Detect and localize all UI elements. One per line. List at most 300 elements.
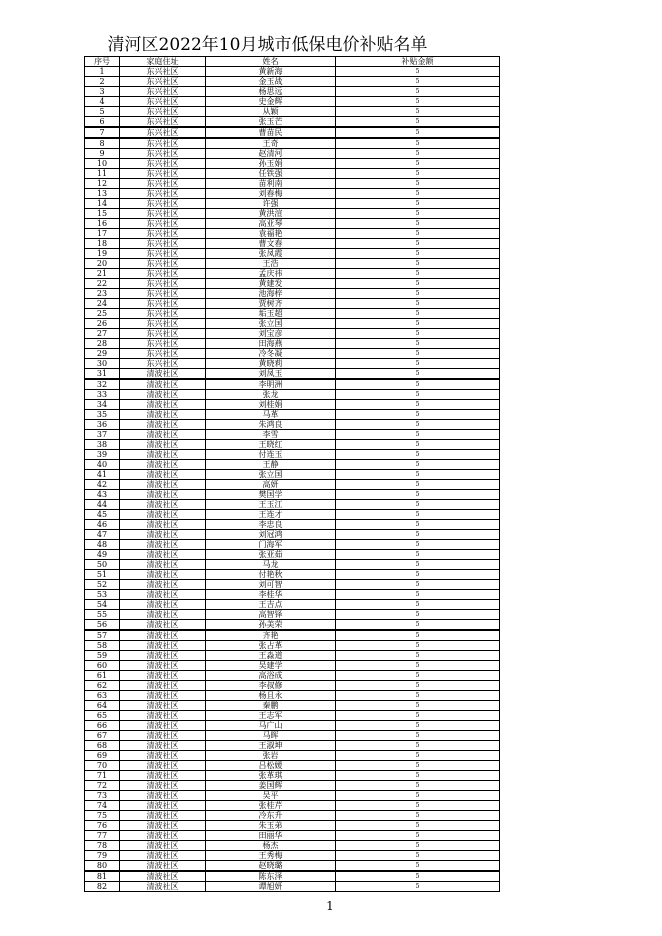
table-row	[85, 209, 500, 219]
row-name: 孙美荣	[206, 620, 336, 631]
table-row	[85, 731, 500, 741]
row-amount: 5	[336, 159, 500, 169]
row-index: 37	[85, 430, 120, 440]
row-name: 张桂芹	[206, 801, 336, 811]
row-name: 王浩	[206, 259, 336, 269]
row-index: 38	[85, 440, 120, 450]
row-address: 清波社区	[120, 871, 206, 882]
row-amount: 5	[336, 671, 500, 681]
table-row	[85, 420, 500, 430]
row-address: 清波社区	[120, 600, 206, 610]
row-amount: 5	[336, 490, 500, 500]
row-name: 黄新海	[206, 67, 336, 77]
row-address: 清波社区	[120, 841, 206, 851]
row-address: 清波社区	[120, 681, 206, 691]
row-name: 曹文春	[206, 239, 336, 249]
row-amount: 5	[336, 309, 500, 319]
row-index: 64	[85, 701, 120, 711]
row-address: 东兴社区	[120, 77, 206, 87]
row-address: 东兴社区	[120, 159, 206, 169]
row-name: 刘春梅	[206, 189, 336, 199]
row-amount: 5	[336, 279, 500, 289]
row-name: 吕松媛	[206, 761, 336, 771]
row-index: 72	[85, 781, 120, 791]
row-name: 李明洲	[206, 379, 336, 390]
table-row	[85, 530, 500, 540]
row-name: 许强	[206, 199, 336, 209]
row-amount: 5	[336, 97, 500, 107]
row-index: 45	[85, 510, 120, 520]
row-amount: 5	[336, 851, 500, 861]
row-amount: 5	[336, 620, 500, 631]
row-index: 61	[85, 671, 120, 681]
table-row	[85, 410, 500, 420]
row-name: 刘可智	[206, 580, 336, 590]
row-address: 东兴社区	[120, 199, 206, 209]
row-address: 东兴社区	[120, 219, 206, 229]
row-amount: 5	[336, 460, 500, 470]
row-index: 4	[85, 97, 120, 107]
table-row	[85, 620, 500, 631]
row-index: 27	[85, 329, 120, 339]
row-amount: 5	[336, 219, 500, 229]
table-row	[85, 741, 500, 751]
row-name: 张立国	[206, 319, 336, 329]
row-address: 清波社区	[120, 410, 206, 420]
table-row	[85, 249, 500, 259]
row-index: 62	[85, 681, 120, 691]
table-row	[85, 440, 500, 450]
table-row	[85, 229, 500, 239]
row-name: 王静	[206, 460, 336, 470]
row-index: 44	[85, 500, 120, 510]
row-index: 71	[85, 771, 120, 781]
table-row	[85, 801, 500, 811]
row-address: 清波社区	[120, 400, 206, 410]
row-name: 王玉江	[206, 500, 336, 510]
table-row	[85, 169, 500, 179]
table-row	[85, 87, 500, 97]
row-amount: 5	[336, 781, 500, 791]
table-row	[85, 430, 500, 440]
table-row	[85, 67, 500, 77]
row-amount: 5	[336, 369, 500, 380]
row-address: 清波社区	[120, 671, 206, 681]
row-address: 东兴社区	[120, 269, 206, 279]
row-address: 清波社区	[120, 620, 206, 631]
row-name: 王秀梅	[206, 851, 336, 861]
row-index: 65	[85, 711, 120, 721]
row-name: 李忠良	[206, 520, 336, 530]
row-name: 刘桂娟	[206, 400, 336, 410]
table-row	[85, 610, 500, 620]
row-name: 杨且永	[206, 691, 336, 701]
row-name: 曹苗民	[206, 127, 336, 138]
row-name: 张占革	[206, 641, 336, 651]
row-address: 清波社区	[120, 490, 206, 500]
row-index: 50	[85, 560, 120, 570]
table-row	[85, 590, 500, 600]
row-index: 48	[85, 540, 120, 550]
row-amount: 5	[336, 390, 500, 400]
row-amount: 5	[336, 530, 500, 540]
row-amount: 5	[336, 610, 500, 620]
row-amount: 5	[336, 239, 500, 249]
row-name: 金玉战	[206, 77, 336, 87]
row-address: 东兴社区	[120, 349, 206, 359]
row-amount: 5	[336, 651, 500, 661]
row-name: 池海梓	[206, 289, 336, 299]
row-address: 清波社区	[120, 701, 206, 711]
row-index: 52	[85, 580, 120, 590]
row-index: 22	[85, 279, 120, 289]
table-row	[85, 751, 500, 761]
row-index: 79	[85, 851, 120, 861]
row-address: 东兴社区	[120, 169, 206, 179]
row-index: 40	[85, 460, 120, 470]
table-row	[85, 390, 500, 400]
table-row	[85, 882, 500, 892]
row-address: 东兴社区	[120, 309, 206, 319]
row-index: 23	[85, 289, 120, 299]
row-amount: 5	[336, 751, 500, 761]
table-row	[85, 681, 500, 691]
row-address: 东兴社区	[120, 127, 206, 138]
row-address: 东兴社区	[120, 107, 206, 117]
table-row	[85, 349, 500, 359]
row-address: 清波社区	[120, 580, 206, 590]
row-name: 冷冬凝	[206, 349, 336, 359]
row-index: 60	[85, 661, 120, 671]
row-name: 高智铎	[206, 610, 336, 620]
table-row	[85, 550, 500, 560]
row-index: 58	[85, 641, 120, 651]
table-row	[85, 189, 500, 199]
header-index: 序号	[85, 57, 120, 67]
row-name: 黄晓莉	[206, 359, 336, 369]
row-name: 王吉点	[206, 600, 336, 610]
table-row	[85, 319, 500, 329]
row-address: 清波社区	[120, 440, 206, 450]
row-index: 68	[85, 741, 120, 751]
row-amount: 5	[336, 480, 500, 490]
row-address: 清波社区	[120, 851, 206, 861]
row-address: 清波社区	[120, 831, 206, 841]
row-address: 东兴社区	[120, 209, 206, 219]
row-address: 清波社区	[120, 761, 206, 771]
row-amount: 5	[336, 189, 500, 199]
table-row	[85, 269, 500, 279]
table-row	[85, 540, 500, 550]
table-row	[85, 520, 500, 530]
row-amount: 5	[336, 329, 500, 339]
row-index: 18	[85, 239, 120, 249]
row-name: 马晖	[206, 731, 336, 741]
header-amount: 补贴金额	[336, 57, 500, 67]
row-address: 东兴社区	[120, 67, 206, 77]
row-index: 33	[85, 390, 120, 400]
table-row	[85, 691, 500, 701]
row-index: 28	[85, 339, 120, 349]
row-name: 李雪	[206, 430, 336, 440]
row-index: 25	[85, 309, 120, 319]
row-address: 清波社区	[120, 500, 206, 510]
row-name: 秦鹏	[206, 701, 336, 711]
table-row	[85, 861, 500, 872]
table-row	[85, 500, 500, 510]
row-amount: 5	[336, 560, 500, 570]
row-index: 69	[85, 751, 120, 761]
row-index: 49	[85, 550, 120, 560]
row-name: 吴建学	[206, 661, 336, 671]
row-index: 78	[85, 841, 120, 851]
header-row	[85, 57, 500, 67]
row-address: 东兴社区	[120, 97, 206, 107]
row-name: 王连才	[206, 510, 336, 520]
row-address: 清波社区	[120, 801, 206, 811]
table-row	[85, 400, 500, 410]
row-amount: 5	[336, 359, 500, 369]
row-amount: 5	[336, 661, 500, 671]
row-index: 10	[85, 159, 120, 169]
row-amount: 5	[336, 117, 500, 128]
row-address: 清波社区	[120, 771, 206, 781]
row-index: 3	[85, 87, 120, 97]
row-address: 清波社区	[120, 791, 206, 801]
row-address: 清波社区	[120, 882, 206, 892]
row-name: 贾树齐	[206, 299, 336, 309]
row-address: 清波社区	[120, 731, 206, 741]
row-index: 41	[85, 470, 120, 480]
row-address: 清波社区	[120, 430, 206, 440]
row-index: 56	[85, 620, 120, 631]
table-row	[85, 671, 500, 681]
row-address: 清波社区	[120, 751, 206, 761]
row-name: 朱鸿良	[206, 420, 336, 430]
row-index: 67	[85, 731, 120, 741]
row-name: 张龙	[206, 390, 336, 400]
row-index: 30	[85, 359, 120, 369]
row-address: 清波社区	[120, 721, 206, 731]
table-row	[85, 771, 500, 781]
table-row	[85, 117, 500, 128]
row-address: 清波社区	[120, 630, 206, 641]
row-amount: 5	[336, 580, 500, 590]
row-amount: 5	[336, 440, 500, 450]
table-row	[85, 871, 500, 882]
row-address: 清波社区	[120, 450, 206, 460]
row-amount: 5	[336, 510, 500, 520]
row-amount: 5	[336, 450, 500, 460]
table-row	[85, 661, 500, 671]
row-index: 2	[85, 77, 120, 87]
table-row	[85, 379, 500, 390]
table-row	[85, 851, 500, 861]
row-name: 樊国学	[206, 490, 336, 500]
table-row	[85, 179, 500, 189]
row-name: 付艳秋	[206, 570, 336, 580]
row-address: 清波社区	[120, 661, 206, 671]
row-amount: 5	[336, 289, 500, 299]
row-index: 77	[85, 831, 120, 841]
table-row	[85, 791, 500, 801]
row-name: 付连玉	[206, 450, 336, 460]
table-row	[85, 721, 500, 731]
row-address: 东兴社区	[120, 138, 206, 149]
row-index: 31	[85, 369, 120, 380]
row-amount: 5	[336, 771, 500, 781]
row-name: 李桂华	[206, 590, 336, 600]
row-index: 15	[85, 209, 120, 219]
row-amount: 5	[336, 791, 500, 801]
row-address: 清波社区	[120, 470, 206, 480]
row-index: 9	[85, 149, 120, 159]
table-row	[85, 641, 500, 651]
row-amount: 5	[336, 701, 500, 711]
row-index: 35	[85, 410, 120, 420]
row-index: 16	[85, 219, 120, 229]
row-address: 东兴社区	[120, 117, 206, 128]
row-address: 清波社区	[120, 651, 206, 661]
table-row	[85, 127, 500, 138]
row-name: 张立国	[206, 470, 336, 480]
row-address: 清波社区	[120, 540, 206, 550]
row-index: 66	[85, 721, 120, 731]
document-title: 清河区2022年10月城市低保电价补贴名单	[107, 35, 428, 55]
row-address: 清波社区	[120, 821, 206, 831]
row-name: 谭旭妍	[206, 882, 336, 892]
row-address: 东兴社区	[120, 339, 206, 349]
row-amount: 5	[336, 107, 500, 117]
table-row	[85, 580, 500, 590]
row-amount: 5	[336, 179, 500, 189]
row-name: 马龙	[206, 560, 336, 570]
table-row	[85, 339, 500, 349]
table-row	[85, 97, 500, 107]
row-name: 赵清河	[206, 149, 336, 159]
table-row	[85, 259, 500, 269]
row-index: 63	[85, 691, 120, 701]
row-index: 14	[85, 199, 120, 209]
row-name: 王志军	[206, 711, 336, 721]
row-amount: 5	[336, 229, 500, 239]
row-amount: 5	[336, 681, 500, 691]
row-amount: 5	[336, 871, 500, 882]
row-name: 黄洪渲	[206, 209, 336, 219]
row-address: 东兴社区	[120, 229, 206, 239]
row-amount: 5	[336, 169, 500, 179]
row-address: 清波社区	[120, 550, 206, 560]
row-index: 51	[85, 570, 120, 580]
header-address: 家庭住址	[120, 57, 206, 67]
row-name: 门海军	[206, 540, 336, 550]
table-row	[85, 450, 500, 460]
row-index: 1	[85, 67, 120, 77]
row-amount: 5	[336, 630, 500, 641]
row-name: 刘冠鸿	[206, 530, 336, 540]
table-body	[85, 67, 500, 892]
row-address: 东兴社区	[120, 259, 206, 269]
row-amount: 5	[336, 87, 500, 97]
row-address: 东兴社区	[120, 279, 206, 289]
table-row	[85, 761, 500, 771]
row-amount: 5	[336, 249, 500, 259]
row-address: 清波社区	[120, 480, 206, 490]
row-address: 东兴社区	[120, 87, 206, 97]
row-amount: 5	[336, 540, 500, 550]
table-row	[85, 138, 500, 149]
row-index: 75	[85, 811, 120, 821]
row-name: 田海燕	[206, 339, 336, 349]
row-address: 清波社区	[120, 610, 206, 620]
row-address: 东兴社区	[120, 239, 206, 249]
row-name: 高妍	[206, 480, 336, 490]
row-amount: 5	[336, 691, 500, 701]
row-amount: 5	[336, 600, 500, 610]
row-name: 杨杰	[206, 841, 336, 851]
table-row	[85, 159, 500, 169]
row-amount: 5	[336, 209, 500, 219]
row-index: 74	[85, 801, 120, 811]
row-index: 26	[85, 319, 120, 329]
row-index: 46	[85, 520, 120, 530]
row-amount: 5	[336, 741, 500, 751]
row-address: 东兴社区	[120, 149, 206, 159]
row-name: 孙玉娟	[206, 159, 336, 169]
row-index: 76	[85, 821, 120, 831]
row-address: 清波社区	[120, 379, 206, 390]
row-index: 6	[85, 117, 120, 128]
row-amount: 5	[336, 67, 500, 77]
row-index: 11	[85, 169, 120, 179]
row-amount: 5	[336, 349, 500, 359]
table-row	[85, 239, 500, 249]
row-amount: 5	[336, 430, 500, 440]
row-name: 张革琪	[206, 771, 336, 781]
row-index: 42	[85, 480, 120, 490]
row-amount: 5	[336, 761, 500, 771]
row-name: 王晓红	[206, 440, 336, 450]
table-row	[85, 329, 500, 339]
row-amount: 5	[336, 339, 500, 349]
row-amount: 5	[336, 831, 500, 841]
row-name: 张玉芒	[206, 117, 336, 128]
row-address: 东兴社区	[120, 189, 206, 199]
row-name: 田丽华	[206, 831, 336, 841]
table-row	[85, 480, 500, 490]
row-amount: 5	[336, 138, 500, 149]
table-row	[85, 77, 500, 87]
row-amount: 5	[336, 400, 500, 410]
row-address: 东兴社区	[120, 299, 206, 309]
row-index: 34	[85, 400, 120, 410]
table-row	[85, 289, 500, 299]
row-amount: 5	[336, 811, 500, 821]
row-name: 张凤霞	[206, 249, 336, 259]
row-index: 80	[85, 861, 120, 872]
row-address: 清波社区	[120, 570, 206, 580]
row-amount: 5	[336, 821, 500, 831]
row-address: 东兴社区	[120, 179, 206, 189]
page-number: 1	[326, 899, 334, 913]
row-index: 17	[85, 229, 120, 239]
row-index: 43	[85, 490, 120, 500]
row-name: 齐艳	[206, 630, 336, 641]
table-row	[85, 309, 500, 319]
row-index: 73	[85, 791, 120, 801]
row-name: 垢玉超	[206, 309, 336, 319]
row-name: 杨思远	[206, 87, 336, 97]
